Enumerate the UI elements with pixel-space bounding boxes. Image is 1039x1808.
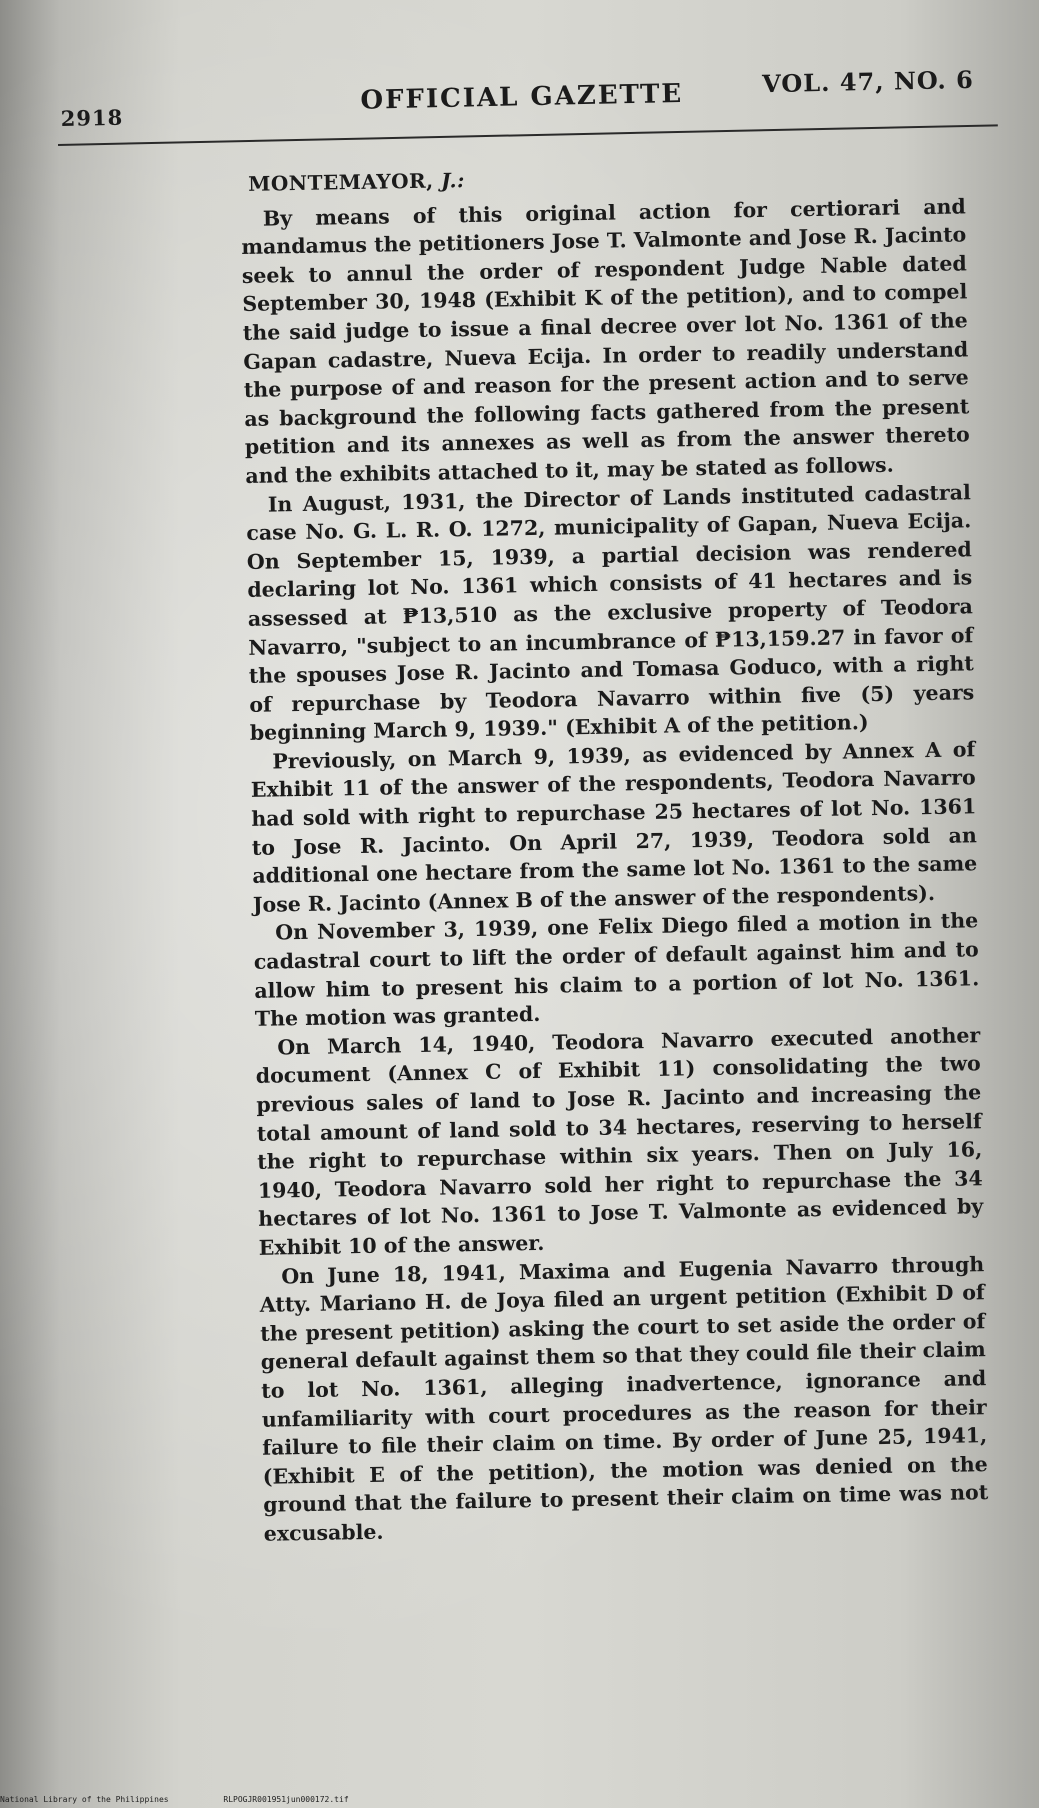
paragraph-4: On November 3, 1939, one Felix Diego filed a motion in the cadastral court to lift the order of default against him and to allow him to present his claim to a portion of lot No. 1361. The motion was granted.	[253, 908, 980, 1032]
paragraph-2: In August, 1931, the Director of Lands instituted cadastral case No. G. L. R. O. 1272, municipality of Gapan, Nueva Ecija. On September 15, 1939, a partial decision was rendered declaring lot No. 1361 which consists of 41 hectares and is assessed at ₱13,510 as the exclusive property of Teodora Navarro, "subject to an incumbrance of ₱13,159.27 in favor of the spouses Jose R. Jacinto and Tomasa Goduco, with a right of repurchase by Teodora Navarro within five (5) years beginning March 9, 1939." (Exhibit A of the petition.)	[246, 479, 975, 746]
volume-number: VOL. 47, NO. 6	[761, 64, 975, 99]
author-line	[248, 157, 965, 198]
paragraph-5: On March 14, 1940, Teodora Navarro executed another document (Annex C of Exhibit 11) consolidating the two previous sales of land to Jose R. Jacinto and increasing the total amount of land sold to 34 hectares, reserving to herself the right to repurchase within six years. Then on July 16, 1940, Teodora Navarro sold her right to repurchase the 34 hectares of lot No. 1361 to Jose T. Valmonte as evidenced by Exhibit 10 of the answer.	[255, 1023, 984, 1260]
opinion-body	[240, 157, 989, 1548]
publication-title: OFFICIAL GAZETTE	[360, 78, 684, 116]
author-suffix: J.:	[440, 168, 466, 193]
library-credit: National Library of the Philippines	[0, 1795, 169, 1804]
scan-footer	[0, 1795, 399, 1804]
page-number: 2918	[60, 104, 124, 131]
paragraph-3: Previously, on March 9, 1939, as evidenced by Annex A of Exhibit 11 of the answer of the respondents, Teodora Navarro had sold with right to repurchase 25 hectares of lot No. 1361 to Jose R. Jacinto. On April 27, 1939, Teodora sold an additional one hectare from the same lot No. 1361 to the same Jose R. Jacinto (Annex B of the answer of the respondents).	[250, 737, 978, 917]
paragraph-6: On June 18, 1941, Maxima and Eugenia Navarro through Atty. Mariano H. de Joya filed an urgent petition (Exhibit D of the present petition) asking the court to set aside the order of general default against them so that they could file their claim to lot No. 1361, alleging inadvertence, ignorance and unfamiliarity with court procedures as the reason for their failure to file their claim on time. By order of June 25, 1941, (Exhibit E of the petition), the motion was denied on the ground that the failure to present their claim on time was not excusable.	[259, 1251, 989, 1546]
page-header	[60, 65, 981, 134]
scan-filename: RLPOGJR001951jun000172.tif	[223, 1795, 349, 1804]
author-name: MONTEMAYOR,	[248, 168, 434, 196]
paragraph-1: By means of this original action for certiorari and mandamus the petitioners Jose T. Valmonte and Jose R. Jacinto seek to annul the order of respondent Judge Nable dated September 30, 1948 (Exhibit K of the petition), and to compel the said judge to issue a final decree over lot No. 1361 of the Gapan cadastre, Nueva Ecija. In order to readily understand the purpose of and reason for the present action and to serve as background the following facts gathered from the present petition and its annexes as well as from the answer thereto and the exhibits attached to it, may be stated as follows.	[241, 193, 970, 488]
